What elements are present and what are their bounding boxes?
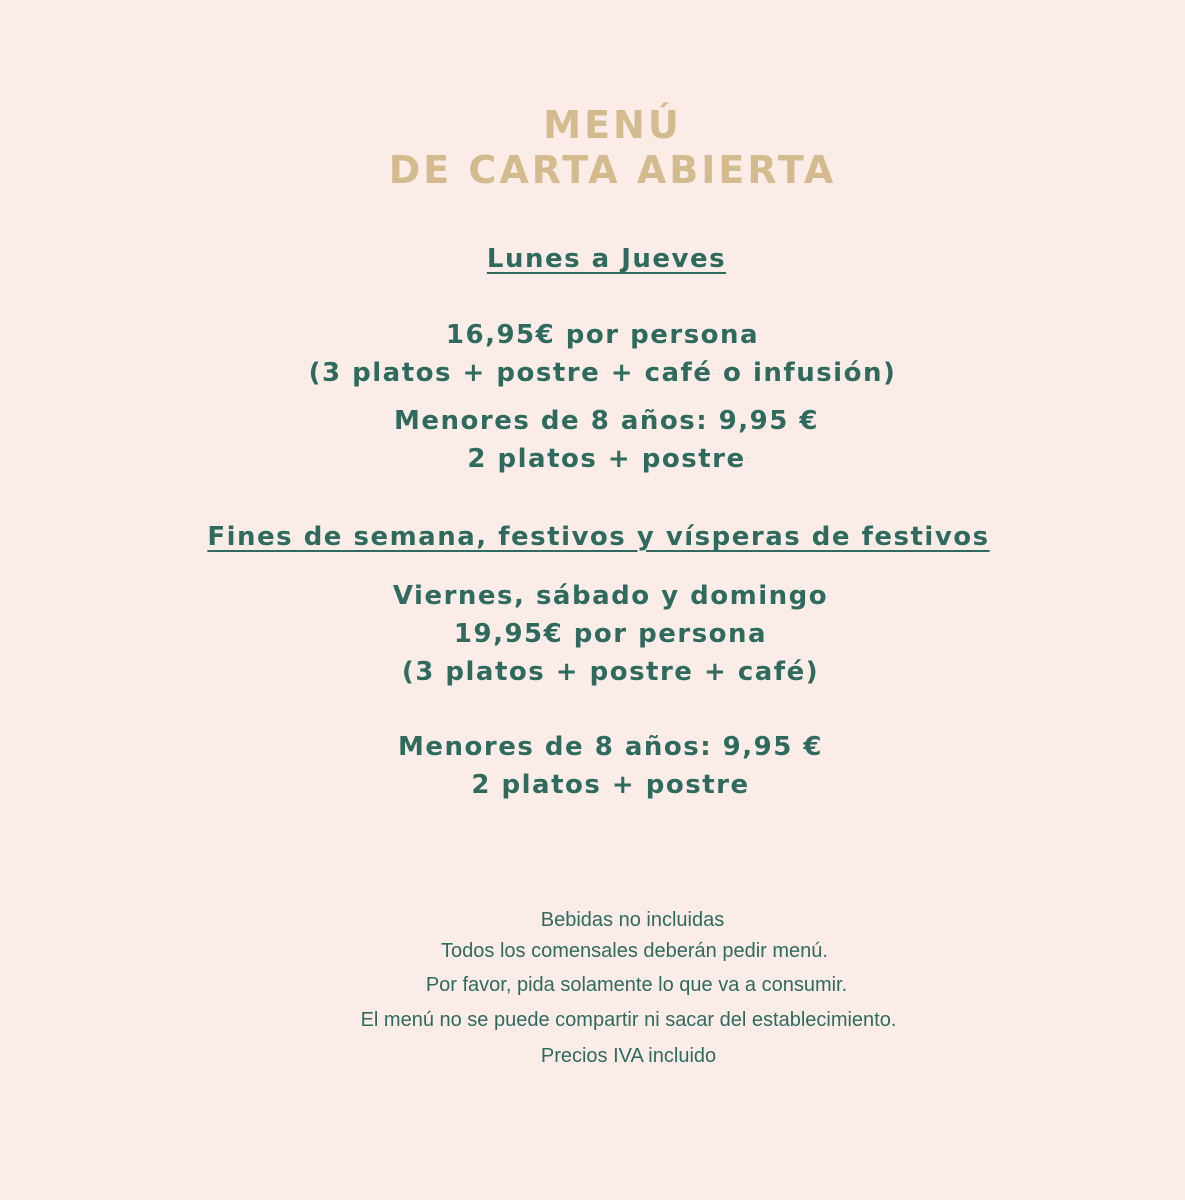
weekend-heading: Fines de semana, festivos y vísperas de festivos xyxy=(207,522,990,552)
weekend-kids-price: Menores de 8 años: 9,95 € xyxy=(398,732,823,762)
menu-title-line1: MENÚ xyxy=(543,103,682,147)
note-vat-included: Precios IVA incluido xyxy=(540,1045,717,1067)
weekday-kids-includes: 2 platos + postre xyxy=(467,444,746,474)
weekend-kids-includes: 2 platos + postre xyxy=(471,770,750,800)
weekend-days: Viernes, sábado y domingo xyxy=(392,581,829,611)
menu-title-line2: DE CARTA ABIERTA xyxy=(388,148,837,192)
note-no-sharing: El menú no se puede compartir ni sacar del establecimiento. xyxy=(360,1009,897,1031)
note-all-diners: Todos los comensales deberán pedir menú. xyxy=(441,940,828,962)
weekday-includes: (3 platos + postre + café o infusión) xyxy=(308,358,897,388)
weekday-price: 16,95€ por persona xyxy=(445,320,760,350)
weekday-kids-price: Menores de 8 años: 9,95 € xyxy=(394,406,819,436)
note-order-only: Por favor, pida solamente lo que va a consumir. xyxy=(425,974,848,996)
weekend-price: 19,95€ por persona xyxy=(453,619,768,649)
weekday-heading: Lunes a Jueves xyxy=(486,244,727,274)
weekend-includes: (3 platos + postre + café) xyxy=(401,657,820,687)
note-drinks: Bebidas no incluidas xyxy=(540,909,725,931)
